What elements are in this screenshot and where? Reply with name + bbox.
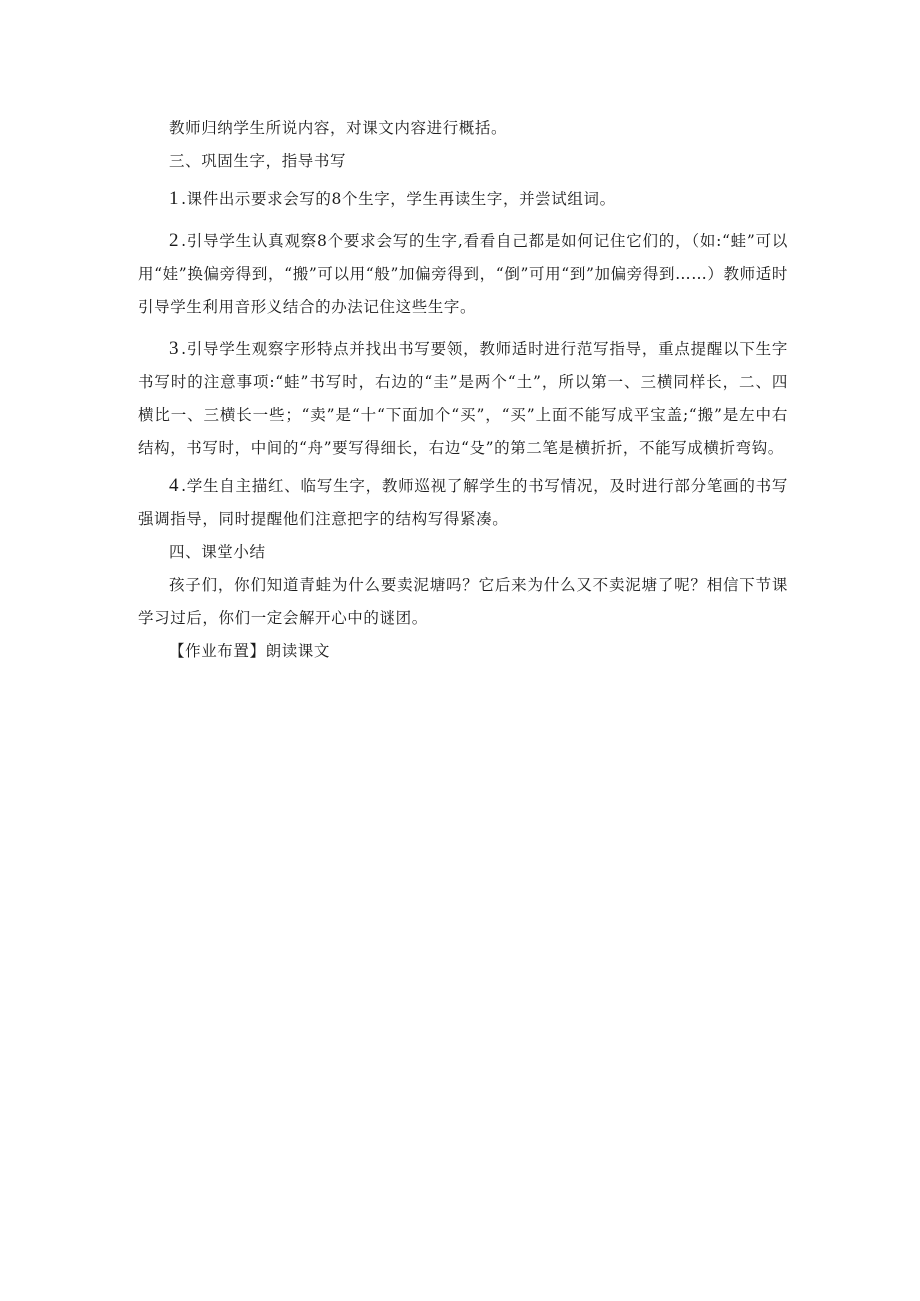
paragraph-text: .引导学生认真观察8个要求会写的生字,看看自己都是如何记住它们的，（如:“蛙”可以用“娃”换偏旁得到，“搬”可以用“般”加偏旁得到，“倒”可用“到”加偏旁得到……）教师适时引导学生利用音形义结合的办法记住这些生字。 bbox=[138, 232, 788, 316]
paragraph-text: .课件出示要求会写的8个生字，学生再读生字，并尝试组词。 bbox=[181, 190, 616, 208]
list-item-1 bbox=[138, 182, 788, 216]
paragraph-text: .学生自主描红、临写生字，教师巡视了解学生的书写情况，及时进行部分笔画的书写强调指导，同时提醒他们注意把字的结构写得紧凑。 bbox=[138, 477, 788, 528]
list-item-3 bbox=[138, 332, 788, 465]
document-body bbox=[138, 112, 788, 668]
list-item-2 bbox=[138, 224, 788, 324]
list-number: 1 bbox=[169, 188, 180, 209]
paragraph-text: 孩子们，你们知道青蛙为什么要卖泥塘吗？它后来为什么又不卖泥塘了呢？相信下节课学习过后，你们一定会解开心中的谜团。 bbox=[138, 576, 788, 627]
paragraph-text: 教师归纳学生所说内容，对课文内容进行概括。 bbox=[169, 119, 508, 137]
heading-text: 三、巩固生字，指导书写 bbox=[169, 152, 347, 170]
section-heading-consolidate bbox=[138, 145, 788, 178]
list-number: 2 bbox=[169, 230, 180, 251]
paragraph-text: 【作业布置】朗读课文 bbox=[169, 642, 331, 660]
heading-text: 四、课堂小结 bbox=[169, 543, 266, 561]
list-number: 3 bbox=[169, 338, 180, 359]
list-item-4 bbox=[138, 469, 788, 536]
homework-paragraph bbox=[138, 635, 788, 668]
closing-paragraph bbox=[138, 569, 788, 635]
summary-paragraph bbox=[138, 112, 788, 145]
list-number: 4 bbox=[169, 475, 180, 496]
section-heading-summary bbox=[138, 536, 788, 569]
paragraph-text: .引导学生观察字形特点并找出书写要领，教师适时进行范写指导，重点提醒以下生字书写时的注意事项:“蛙”书写时，右边的“圭”是两个“土”，所以第一、三横同样长，二、四横比一、三横长一些；“卖”是“十“下面加个“买”，“买”上面不能写成平宝盖;“搬”是左中右结构，书写时，中间的“舟”要写得细长，右边“殳”的第二笔是横折折，不能写成横折弯钩。 bbox=[138, 340, 788, 457]
